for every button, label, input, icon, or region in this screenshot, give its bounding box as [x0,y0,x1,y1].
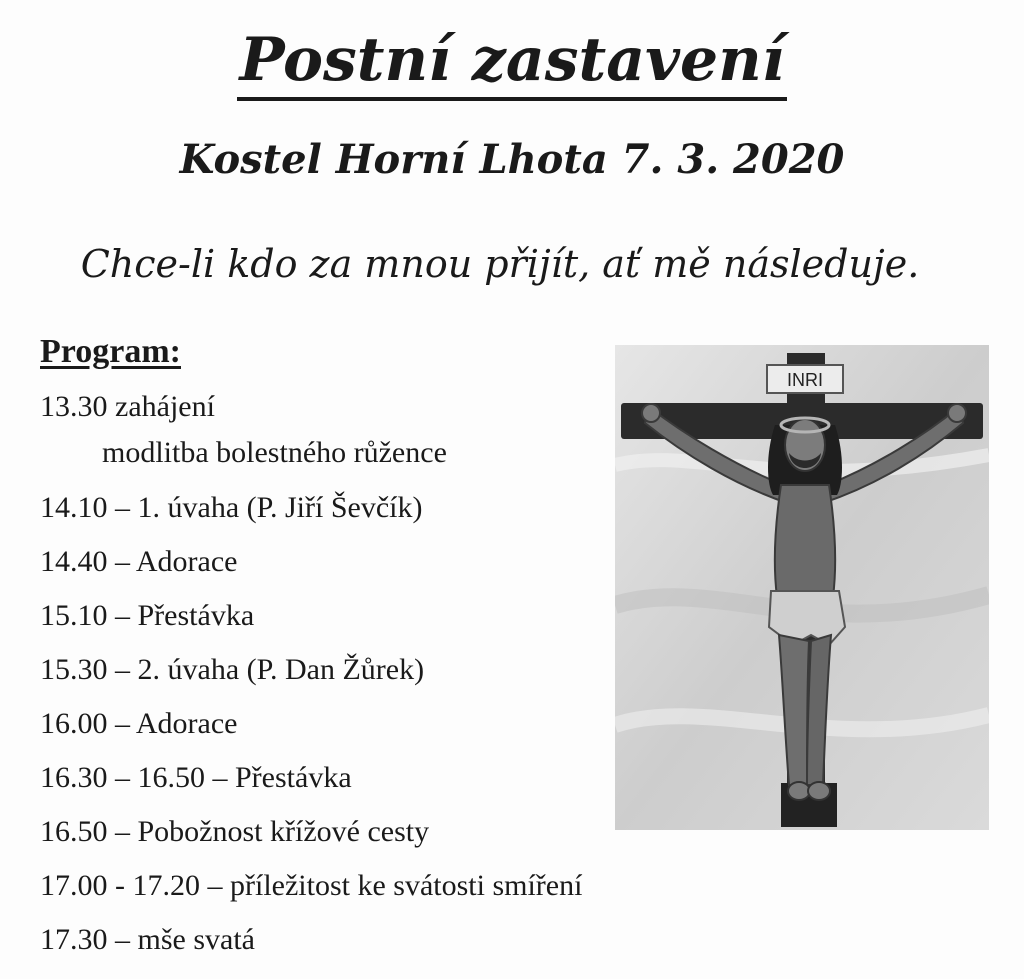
motto-quote: Chce-li kdo za mnou přijít, ať mě následuje. [80,242,920,286]
schedule-item: 13.30 zahájení [40,390,215,423]
inri-sign-text: INRI [787,370,823,390]
schedule-item: 16.00 – Adorace [40,707,238,740]
schedule-item: 17.00 - 17.20 – příležitost ke svátosti smíření [40,869,583,902]
flyer-title-text: Postní zastavení [237,23,786,101]
right-foot [808,782,830,800]
schedule-item: 15.30 – 2. úvaha (P. Dan Žůrek) [40,653,425,686]
schedule-item: 16.30 – 16.50 – Přestávka [40,761,352,794]
left-foot [788,782,810,800]
crucifix-illustration [615,345,989,830]
schedule-item: 17.30 – mše svatá [40,923,255,956]
left-hand [642,404,660,422]
torso [775,485,835,597]
schedule-item: modlitba bolestného růžence [102,436,447,469]
program-schedule [40,383,680,967]
schedule-item: 14.10 – 1. úvaha (P. Jiří Ševčík) [40,491,423,524]
schedule-item: 16.50 – Pobožnost křížové cesty [40,815,430,848]
program-heading: Program: [40,333,181,370]
event-location-date: Kostel Horní Lhota 7. 3. 2020 [179,136,845,183]
crucifix-image [615,345,989,830]
right-hand [948,404,966,422]
flyer-title [0,18,1024,102]
schedule-item: 15.10 – Přestávka [40,599,255,632]
schedule-item: 14.40 – Adorace [40,545,238,578]
